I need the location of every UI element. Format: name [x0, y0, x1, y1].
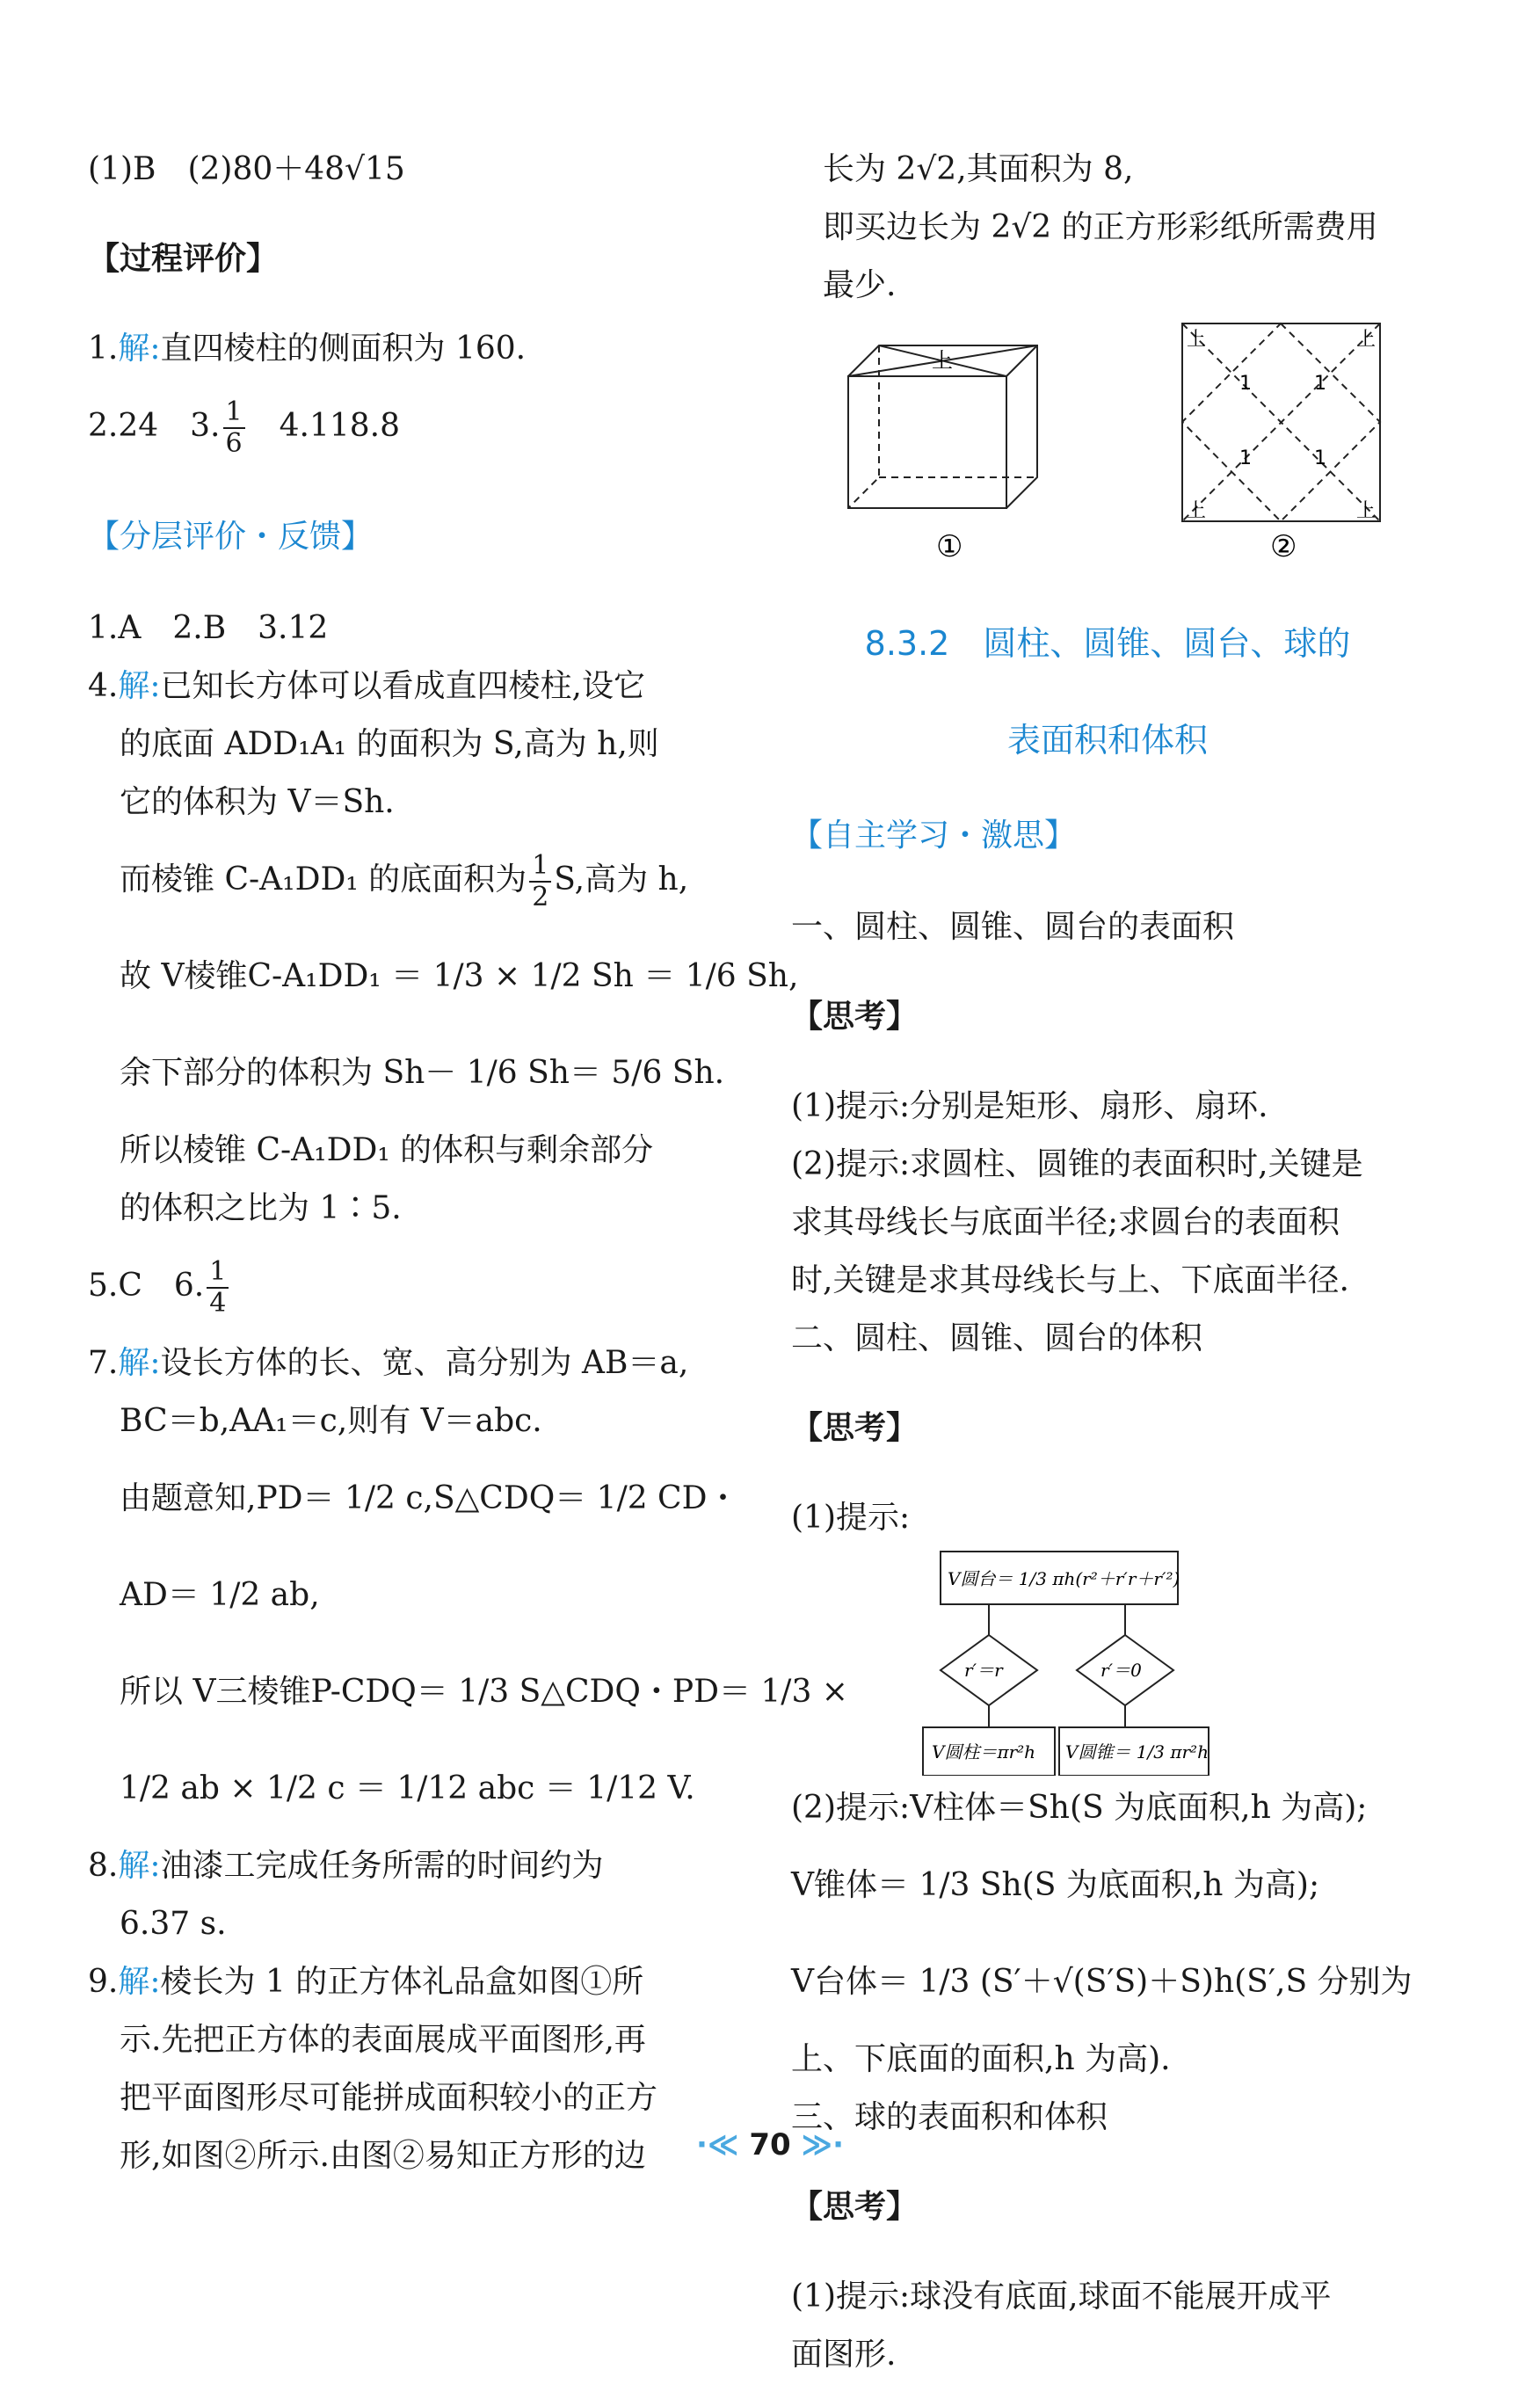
q4-line: 余下部分的体积为 Sh－ 1/6 Sh＝ 5/6 Sh.: [120, 1055, 725, 1091]
fig1-label: ①: [936, 529, 963, 564]
heading-think: 【思考】: [791, 999, 919, 1035]
q9-line: 把平面图形尽可能拼成面积较小的正方: [120, 2080, 658, 2116]
page-number: ·≪ 70 ≫·: [695, 2127, 845, 2162]
hint-line: V台体＝ 1/3 (S′＋√(S′S)＋S)h(S′,S 分别为: [791, 1964, 1413, 2000]
section-title: 表面积和体积: [1006, 721, 1208, 760]
flow-box-cone: V圆锥＝ 1/3 πr²h: [1065, 1741, 1209, 1763]
q9-cont: 即买边长为 2√2 的正方形彩纸所需费用: [823, 209, 1378, 245]
fig2-corner-label: 上: [1187, 500, 1207, 522]
q4-line: 故 V棱锥C-A₁DD₁ ＝ 1/3 × 1/2 Sh ＝ 1/6 Sh,: [120, 958, 799, 994]
q5-line: 5.C 6. $\frac{1}{4}$: [88, 1238, 730, 1334]
fig2-face-label: 1: [1314, 373, 1326, 395]
hint-line: 求其母线长与底面半径;求圆台的表面积: [791, 1204, 1340, 1240]
fig2-corner-label: 上: [1356, 500, 1377, 522]
volume-flowchart: [791, 1547, 1424, 1776]
heading-self-study: 【自主学习・激思】: [791, 818, 1077, 854]
fig2-face-label: 1: [1314, 447, 1326, 469]
hint-line: (2)提示:V柱体＝Sh(S 为底面积,h 为高);: [791, 1790, 1368, 1826]
q4-line: 它的体积为 V＝Sh.: [120, 784, 395, 820]
hint-line: 面图形.: [791, 2337, 897, 2373]
hint-line: 时,关键是求其母线长与上、下底面半径.: [791, 1262, 1349, 1298]
heading-think: 【思考】: [791, 1410, 919, 1446]
hint-line: (1)提示:: [791, 1500, 911, 1536]
q7-line: 1/2 ab × 1/2 c ＝ 1/12 abc ＝ 1/12 V.: [120, 1770, 695, 1806]
q7-line: BC＝b,AA₁＝c,则有 V＝abc.: [120, 1403, 542, 1439]
q9-cont: 长为 2√2,其面积为 8,: [823, 151, 1134, 187]
fraction: $\frac{1}{4}$: [207, 1257, 229, 1319]
hint-line: (2)提示:求圆柱、圆锥的表面积时,关键是: [791, 1146, 1363, 1182]
q8-line: 6.37 s.: [120, 1906, 227, 1942]
q4-line: 所以棱锥 C-A₁DD₁ 的体积与剩余部分: [120, 1132, 654, 1168]
flow-decision-1: r′＝r: [964, 1660, 1003, 1681]
fraction: $\frac{1}{6}$: [223, 397, 245, 459]
q9-cont: 最少.: [823, 267, 897, 303]
fraction: $\frac{1}{2}$: [529, 851, 551, 912]
subsection: 二、圆柱、圆锥、圆台的体积: [791, 1320, 1203, 1356]
q8-line: 8.解:油漆工完成任务所需的时间约为: [88, 1848, 604, 1884]
subsection: 一、圆柱、圆锥、圆台的表面积: [791, 909, 1235, 945]
cube-top-label: 上: [932, 348, 953, 373]
page-decoration-icon: ·≪: [695, 2127, 750, 2162]
q9-line: 示.先把正方体的表面展成平面图形,再: [120, 2022, 646, 2058]
heading-think: 【思考】: [791, 2189, 919, 2225]
q7-line: 7.解:设长方体的长、宽、高分别为 AB＝a,: [88, 1345, 689, 1381]
hint-line: 上、下底面的面积,h 为高).: [791, 2041, 1171, 2077]
q4-line: 的底面 ADD₁A₁ 的面积为 S,高为 h,则: [120, 726, 659, 762]
hint-line: (1)提示:球没有底面,球面不能展开成平: [791, 2279, 1332, 2315]
figures: [791, 315, 1424, 578]
page-decoration-icon: ≫·: [790, 2127, 845, 2162]
q7-line: AD＝ 1/2 ab,: [120, 1577, 320, 1613]
q9-line: 9.解:棱长为 1 的正方体礼品盒如图①所: [88, 1964, 644, 2000]
cube-figure: [791, 315, 1424, 578]
fig2-label: ②: [1270, 529, 1297, 564]
q4-line: 4.解:已知长方体可以看成直四棱柱,设它: [88, 668, 645, 704]
flow-decision-2: r′＝0: [1101, 1660, 1142, 1681]
heading-process: 【过程评价】: [88, 241, 279, 277]
fig2-face-label: 1: [1239, 373, 1252, 395]
q4-line: 而棱锥 C-A₁DD₁ 的底面积为 $\frac{1}{2}$ S,高为 h,: [120, 850, 689, 912]
right-column: [791, 141, 1424, 2384]
section-title: 8.3.2 圆柱、圆锥、圆台、球的: [864, 624, 1351, 663]
fig2-face-label: 1: [1239, 447, 1252, 469]
q7-line: 由题意知,PD＝ 1/2 c,S△CDQ＝ 1/2 CD・: [120, 1480, 739, 1516]
fig2-corner-label: 上: [1356, 329, 1377, 351]
hint-line: V锥体＝ 1/3 Sh(S 为底面积,h 为高);: [791, 1867, 1320, 1903]
q7-line: 所以 V三棱锥P-CDQ＝ 1/3 S△CDQ・PD＝ 1/3 ×: [120, 1674, 848, 1710]
fig2-corner-label: 上: [1187, 329, 1207, 351]
flow-top-text: V圆台＝ 1/3 πh(r²＋r′r＋r′²): [948, 1568, 1180, 1589]
answer-line: 1.A 2.B 3.12: [88, 610, 329, 646]
q2-line: 2.24 3. $\frac{1}{6}$ 4.118.8: [88, 396, 401, 459]
subsection: 三、球的表面积和体积: [791, 2099, 1108, 2135]
q9-line: 形,如图②所示.由图②易知正方形的边: [120, 2138, 646, 2174]
q1-line: 1.解:直四棱柱的侧面积为 160.: [88, 331, 527, 367]
hint-line: (1)提示:分别是矩形、扇形、扇环.: [791, 1088, 1268, 1124]
heading-layer: 【分层评价・反馈】: [88, 519, 374, 555]
flow-box-cylinder: V圆柱＝πr²h: [932, 1741, 1036, 1763]
q4-line: 的体积之比为 1∶5.: [120, 1190, 402, 1226]
answer-line: (1)B (2)80＋48√15: [88, 151, 405, 187]
